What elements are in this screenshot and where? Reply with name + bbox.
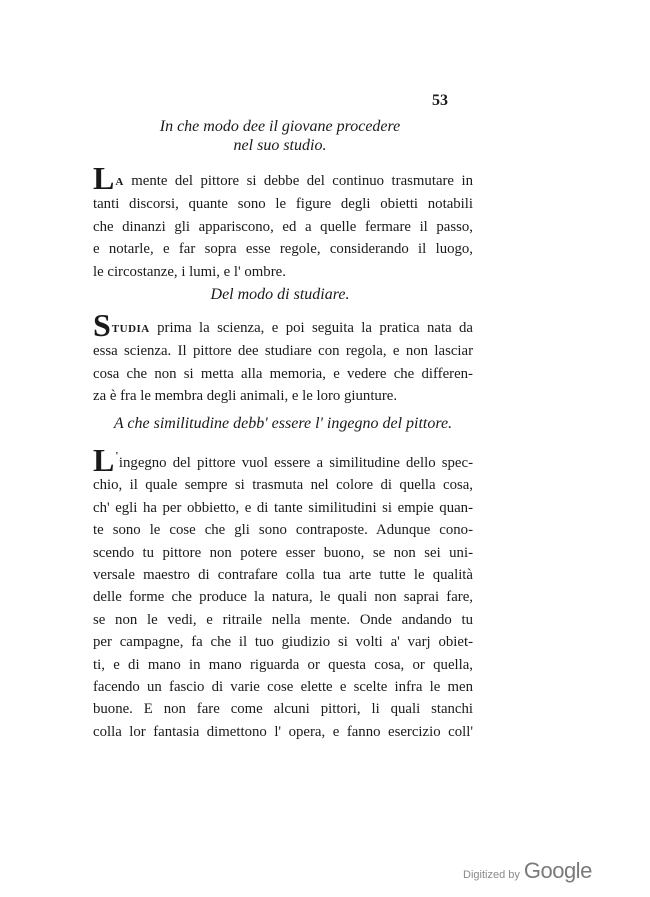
paragraph-3 [93,442,473,743]
paragraph-line: che dinanzi gli appariscono, ed a quelle fermare il passo, [93,218,473,235]
section-heading-1: In che modo dee il giovane procedere nel suo studio. [159,118,401,154]
paragraph-line: colla lor fantasia dimettono l' opera, e fanno esercizio coll' [93,723,473,740]
paragraph-line: le circostanze, i lumi, e l' ombre. [93,263,286,280]
paragraph-1 [93,160,473,283]
paragraph-line: tanti discorsi, quante sono le figure degli obietti notabili [93,196,473,213]
paragraph-line: te sono le cose che gli sono contraposte. Adunque cono- [93,522,473,539]
paragraph-line: scendo tu pittore non potere esser buono, se non sei uni- [93,544,473,561]
paragraph-line: essa scienza. Il pittore dee studiare con regola, e non lasciar [93,343,473,360]
digitized-watermark [463,858,592,884]
paragraph-line: ti, e di mano in mano riguarda or questa cosa, or quella, [93,656,473,673]
paragraph-line: versale maestro di contrafare colla tua arte tutte le qualità [93,567,473,584]
drop-cap: L [93,442,115,478]
paragraph-line: L'ingegno del pittore vuol essere a similitudine dello spec- [93,442,473,478]
paragraph-line: se non le vedi, e ritraile nella mente. Onde andando tu [93,611,473,628]
paragraph-line: LA mente del pittore si debbe del continuo trasmutare in [93,160,473,196]
paragraph-line: STUDIA prima la scienza, e poi seguita la pratica nata da [93,307,473,343]
section-heading-3: A che similitudine debb' essere l' ingegno del pittore. [113,415,453,432]
paragraph-line: facendo un fascio di varie cose elette e scelte infra le men [93,679,473,696]
paragraph-line: per campagne, fa che il tuo giudizio si volti a' varj obiet- [93,634,473,651]
paragraph-line: chio, il quale sempre si trasmuta nel colore di quella cosa, [93,477,473,494]
drop-cap: L [93,160,115,196]
paragraph-line: delle forme che produce la natura, le quali non saprai fare, [93,589,473,606]
google-logo: Google [523,858,592,883]
watermark-prefix: Digitized by [463,869,520,881]
paragraph-line: e notarle, e far sopra esse regole, considerando il luogo, [93,241,473,258]
section-heading-2: Del modo di studiare. [210,286,350,303]
paragraph-line: buone. E non fare come alcuni pittori, li quali stanchi [93,701,473,718]
paragraph-line: ch' egli ha per obbietto, e di tante similitudini si empie quan- [93,499,473,516]
paragraph-line: za è fra le membra degli animali, e le loro giunture. [93,388,398,405]
paragraph-2 [93,307,473,408]
page-number: 53 [432,92,448,109]
paragraph-line: cosa che non si metta alla memoria, e vedere che differen- [93,365,473,382]
drop-cap: S [93,307,111,343]
